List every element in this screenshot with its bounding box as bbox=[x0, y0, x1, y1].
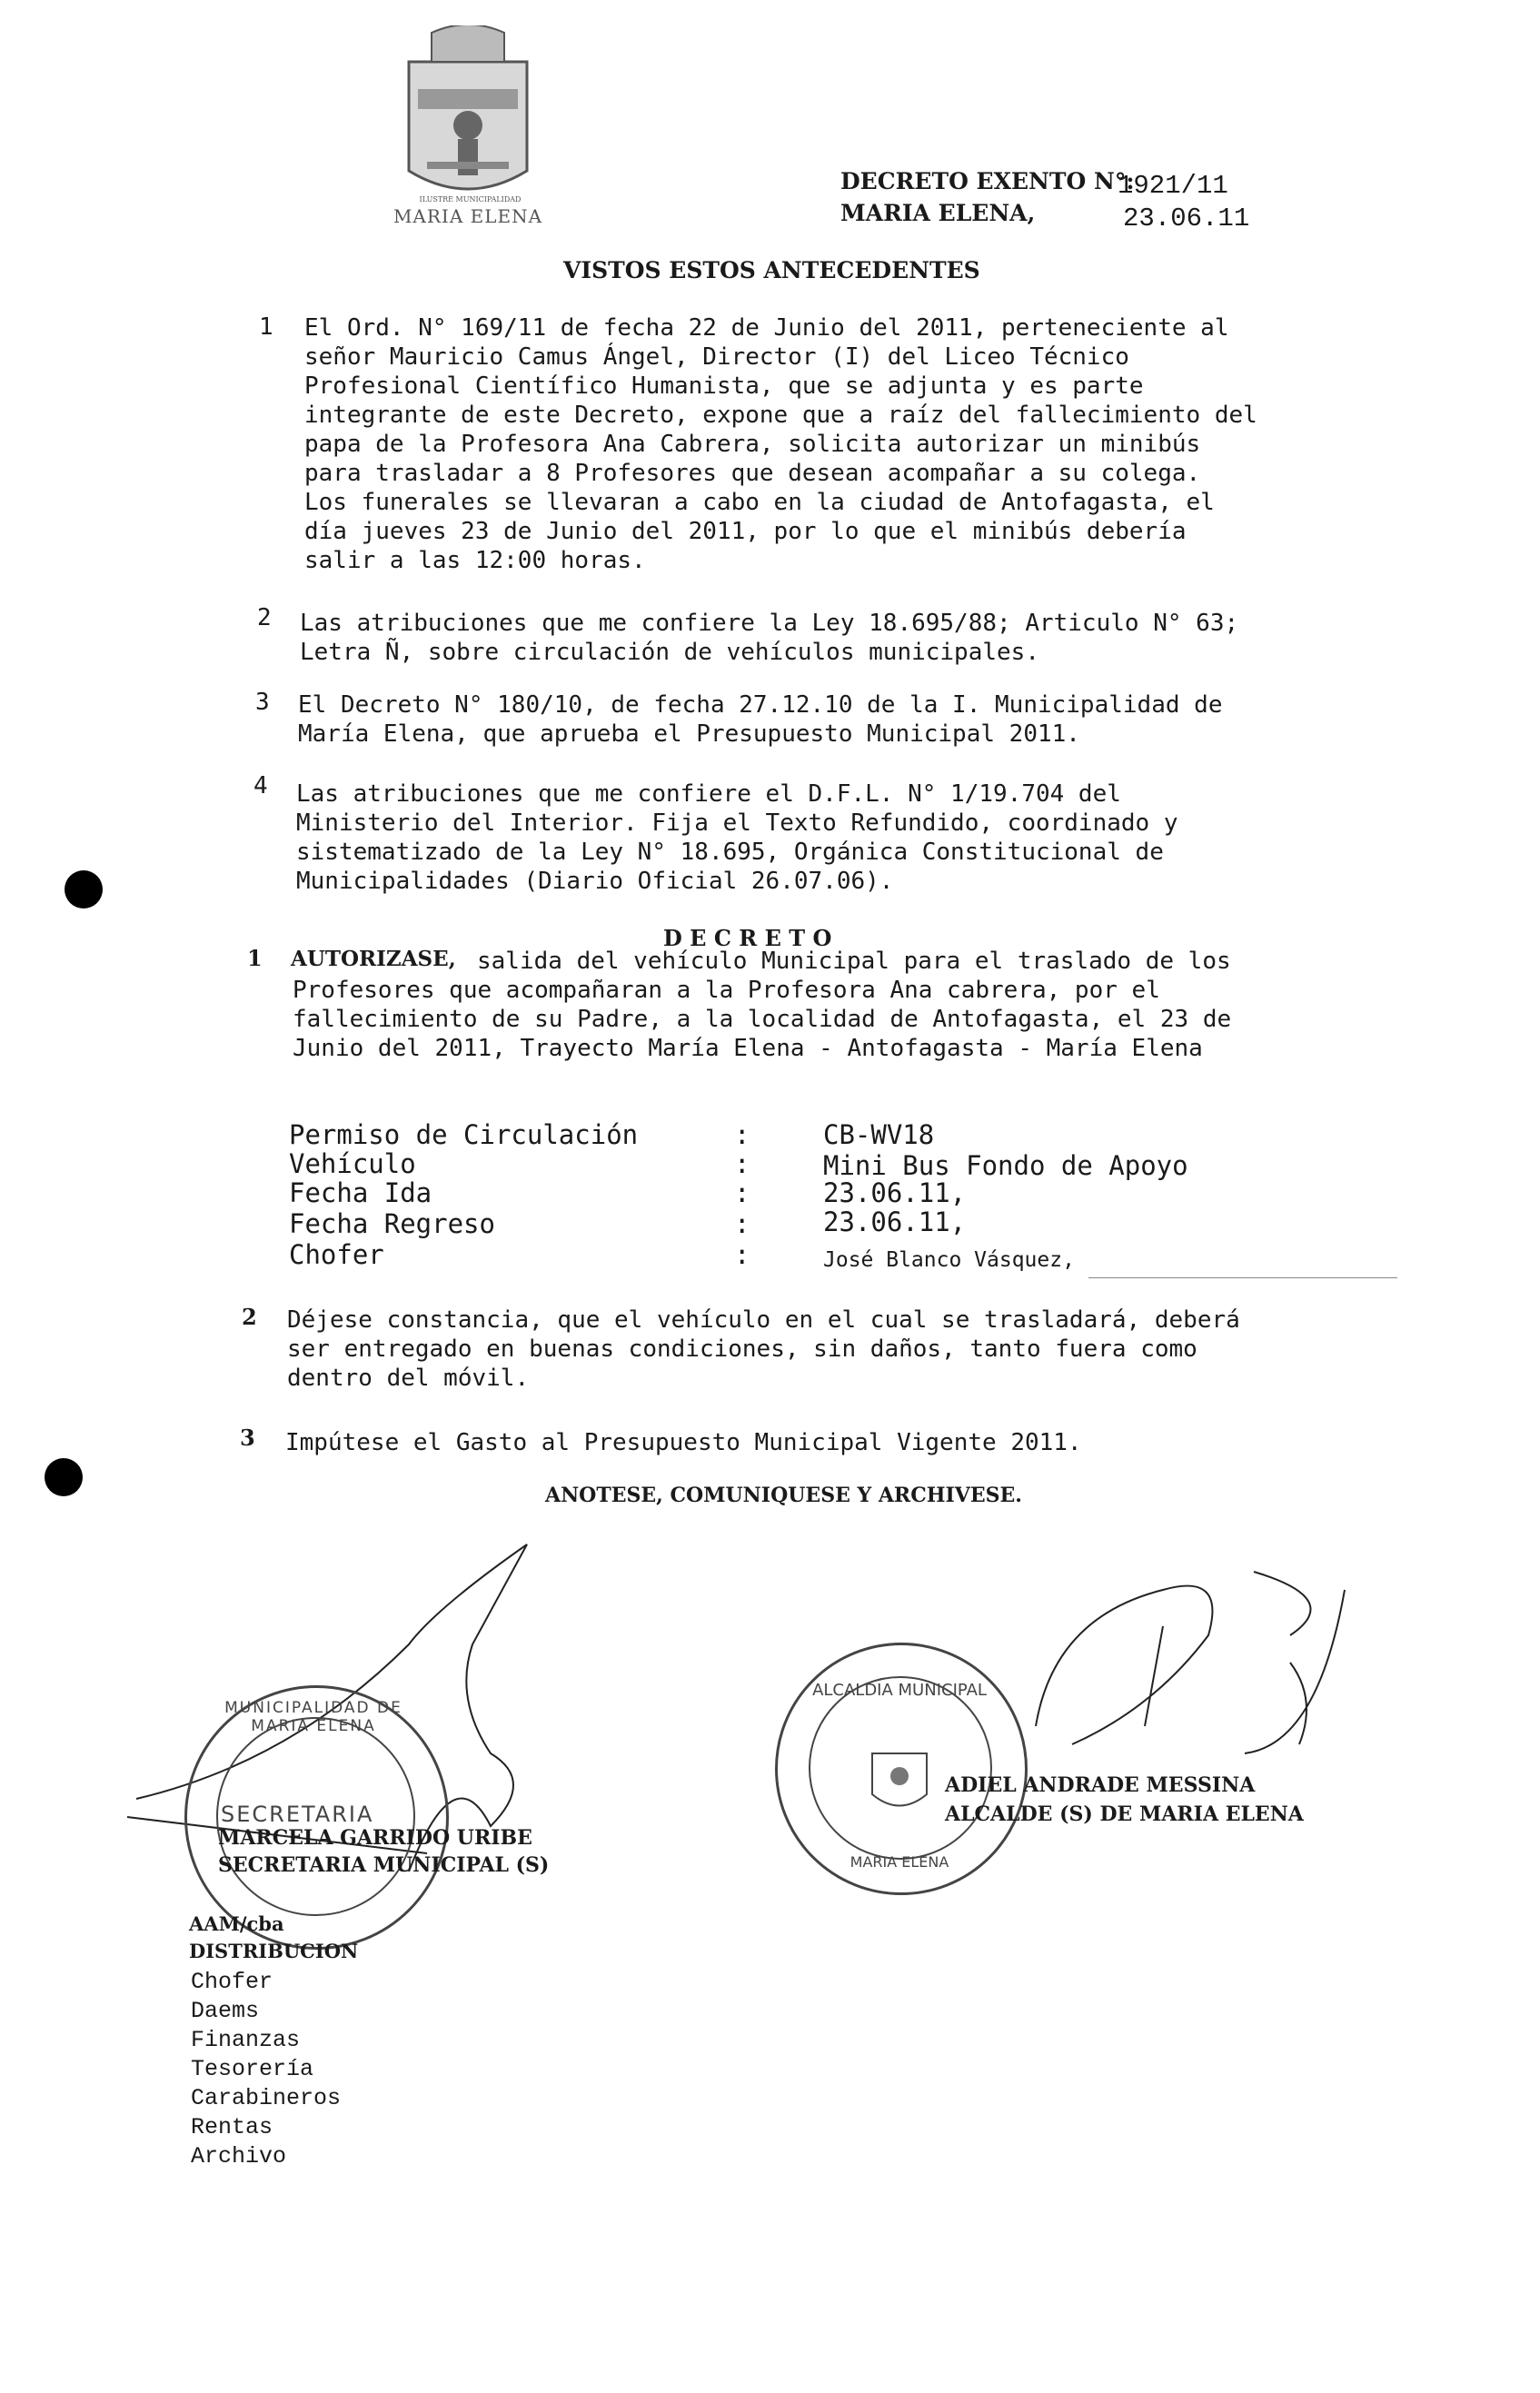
decreto-paragraph bbox=[293, 976, 1317, 1063]
list-item: Daems bbox=[191, 1998, 260, 2024]
text-line: Las atribuciones que me confiere el D.F.L. N° 1/19.704 del bbox=[296, 780, 1121, 808]
signatory-right-title: ALCALDE (S) DE MARIA ELENA bbox=[945, 1802, 1304, 1826]
text-line: para trasladar a 8 Profesores que desean acompañar a su colega. bbox=[304, 460, 1201, 487]
text-line: día jueves 23 de Junio del 2011, por lo que el minibús debería bbox=[304, 518, 1187, 545]
closing-formula: ANOTESE, COMUNIQUESE Y ARCHIVESE. bbox=[545, 1484, 1022, 1507]
vistos-paragraph bbox=[304, 313, 1326, 575]
text-line: integrante de este Decreto, expone que a raíz del fallecimiento del bbox=[304, 402, 1257, 429]
list-item: Rentas bbox=[191, 2114, 273, 2140]
row-separator: : bbox=[734, 1208, 750, 1239]
text-line: señor Mauricio Camus Ángel, Director (I) del Liceo Técnico bbox=[304, 343, 1129, 371]
row-label: Fecha Ida bbox=[289, 1177, 432, 1208]
signatory-left-title: SECRETARIA MUNICIPAL (S) bbox=[218, 1853, 550, 1877]
text-line: Profesores que acompañaran a la Profesora Ana cabrera, por el bbox=[293, 977, 1160, 1004]
distribution-list bbox=[191, 1968, 341, 2171]
table-row bbox=[289, 1148, 1379, 1181]
text-line: María Elena, que aprueba el Presupuesto Municipal 2011. bbox=[298, 720, 1080, 748]
text-line: fallecimiento de su Padre, a la localidad de Antofagasta, el 23 de bbox=[293, 1006, 1232, 1033]
municipal-logo bbox=[382, 25, 554, 221]
decreto-number: 1 bbox=[247, 945, 263, 971]
place-label: MARIA ELENA, bbox=[840, 200, 1036, 226]
text-line: Letra Ñ, sobre circulación de vehículos municipales. bbox=[300, 639, 1039, 666]
vehicle-table bbox=[289, 1119, 1379, 1270]
text-line: Ministerio del Interior. Fija el Texto Refundido, coordinado y bbox=[296, 809, 1178, 837]
row-value: José Blanco Vásquez, bbox=[823, 1248, 1075, 1272]
punch-hole-bottom bbox=[45, 1458, 83, 1496]
coat-of-arms-icon bbox=[382, 25, 554, 221]
distribution-title: DISTRIBUCION bbox=[189, 1940, 359, 1962]
row-label: Chofer bbox=[289, 1239, 384, 1270]
decree-date: 23.06.11 bbox=[1123, 204, 1250, 233]
logo-caption-small: ILUSTRE MUNICIPALIDAD bbox=[419, 195, 522, 204]
signatory-right-name: ADIEL ANDRADE MESSINA bbox=[945, 1773, 1256, 1797]
text-line: sistematizado de la Ley N° 18.695, Orgánica Constitucional de bbox=[296, 839, 1164, 866]
row-label: Vehículo bbox=[289, 1148, 416, 1179]
decreto-number: 3 bbox=[240, 1425, 255, 1451]
vistos-paragraph bbox=[300, 609, 1326, 667]
coat-of-arms-icon bbox=[863, 1744, 936, 1817]
list-item: Tesorería bbox=[191, 2056, 314, 2082]
row-value: 23.06.11, bbox=[823, 1177, 967, 1208]
row-separator: : bbox=[734, 1177, 750, 1208]
logo-caption: MARIA ELENA bbox=[392, 205, 543, 227]
initials: AAM/cba bbox=[189, 1912, 284, 1935]
decree-number: 1921/11 bbox=[1118, 171, 1228, 201]
decreto-paragraph-first: salida del vehículo Municipal para el traslado de los bbox=[477, 948, 1231, 975]
vistos-number: 4 bbox=[253, 772, 268, 799]
vistos-paragraph bbox=[296, 779, 1323, 896]
table-row bbox=[289, 1239, 1379, 1270]
signatory-left-name: MARCELA GARRIDO URIBE bbox=[218, 1826, 532, 1850]
row-separator: : bbox=[734, 1119, 750, 1150]
row-separator: : bbox=[734, 1239, 750, 1270]
vistos-number: 2 bbox=[257, 604, 272, 631]
alcaldia-stamp-top-text: ALCALDIA MUNICIPAL bbox=[812, 1681, 987, 1700]
table-row bbox=[289, 1208, 1379, 1239]
text-line: Déjese constancia, que el vehículo en el cual se trasladará, deberá bbox=[287, 1306, 1240, 1334]
text-line: Junio del 2011, Trayecto María Elena - Antofagasta - María Elena bbox=[293, 1035, 1203, 1062]
alcaldia-stamp-bottom-text: MARIA ELENA bbox=[849, 1853, 949, 1871]
row-value: CB-WV18 bbox=[823, 1119, 935, 1150]
decreto-bold-word: AUTORIZASE, bbox=[291, 947, 456, 971]
list-item: Archivo bbox=[191, 2143, 287, 2170]
row-separator: : bbox=[734, 1148, 750, 1179]
text-line: papa de la Profesora Ana Cabrera, solicita autorizar un minibús bbox=[304, 431, 1201, 458]
vistos-paragraph bbox=[298, 690, 1325, 749]
secretaria-stamp-ring-text: MUNICIPALIDAD DE MARIA ELENA bbox=[224, 1699, 402, 1735]
text-line: ser entregado en buenas condiciones, sin daños, tanto fuera como bbox=[287, 1336, 1197, 1363]
list-item: Carabineros bbox=[191, 2085, 342, 2111]
table-row bbox=[289, 1177, 1379, 1208]
secretaria-stamp-center: SECRETARIA bbox=[221, 1802, 374, 1827]
decreto-paragraph: Impútese el Gasto al Presupuesto Municipal Vigente 2011. bbox=[285, 1429, 1082, 1456]
punch-hole-top bbox=[65, 870, 103, 909]
text-line: Municipalidades (Diario Oficial 26.07.06). bbox=[296, 868, 894, 895]
underline-rule bbox=[1088, 1277, 1397, 1278]
text-line: dentro del móvil. bbox=[287, 1365, 530, 1392]
row-label: Fecha Regreso bbox=[289, 1208, 495, 1239]
vistos-number: 3 bbox=[255, 689, 270, 716]
row-value: Mini Bus Fondo de Apoyo bbox=[823, 1150, 1188, 1181]
table-row bbox=[289, 1119, 1379, 1148]
list-item: Finanzas bbox=[191, 2027, 301, 2053]
text-line: Las atribuciones que me confiere la Ley 18.695/88; Articulo N° 63; bbox=[300, 610, 1239, 637]
vistos-number: 1 bbox=[259, 313, 273, 341]
text-line: salir a las 12:00 horas. bbox=[304, 547, 646, 574]
text-line: El Decreto N° 180/10, de fecha 27.12.10 de la I. Municipalidad de bbox=[298, 691, 1223, 719]
list-item: Chofer bbox=[191, 1969, 273, 1995]
decreto-paragraph bbox=[287, 1306, 1310, 1393]
decreto-number: 2 bbox=[242, 1304, 257, 1330]
text-line: Los funerales se llevaran a cabo en la ciudad de Antofagasta, el bbox=[304, 489, 1215, 516]
row-label: Permiso de Circulación bbox=[289, 1119, 639, 1150]
text-line: El Ord. N° 169/11 de fecha 22 de Junio del 2011, perteneciente al bbox=[304, 314, 1229, 342]
row-value: 23.06.11, bbox=[823, 1206, 967, 1237]
text-line: Profesional Científico Humanista, que se adjunta y es parte bbox=[304, 372, 1144, 400]
vistos-title: VISTOS ESTOS ANTECEDENTES bbox=[563, 257, 980, 283]
decreto-title: D E C R E T O bbox=[663, 925, 832, 951]
decree-label: DECRETO EXENTO N°: bbox=[840, 168, 1135, 194]
